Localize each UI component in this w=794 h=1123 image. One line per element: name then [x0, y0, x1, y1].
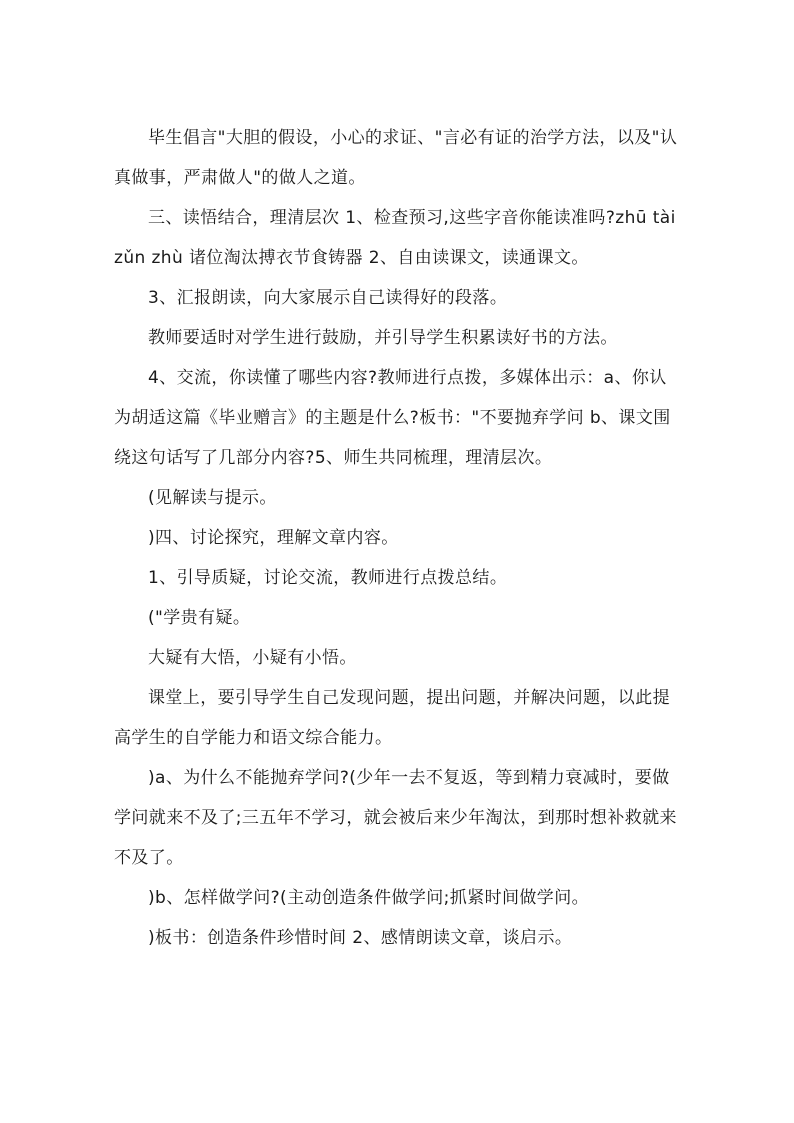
paragraph: )板书：创造条件珍惜时间 2、感情朗读文章，谈启示。	[148, 928, 573, 948]
paragraph: )b、怎样做学问?(主动创造条件做学问;抓紧时间做学问。	[148, 888, 590, 908]
paragraph: )a、为什么不能抛弃学问?(少年一去不复返，等到精力衰减时，要做学问就来不及了;三五年不学习，就会被后来少年淘汰，到那时想补救就来不及了。	[114, 768, 677, 868]
paragraph: 3、汇报朗读，向大家展示自己读得好的段落。	[148, 288, 508, 308]
paragraph: 1、引导质疑，讨论交流，教师进行点拨总结。	[148, 568, 508, 588]
paragraph: 4、交流，你读懂了哪些内容?教师进行点拨，多媒体出示：a、你认为胡适这篇《毕业赠言》的主题是什么?板书："不要抛弃学问 b、课文围绕这句话写了几部分内容?5、师生共同梳理，理清层次。	[114, 368, 671, 468]
paragraph: 毕生倡言"大胆的假设，小心的求证、"言必有证的治学方法，以及"认真做事，严肃做人"的做人之道。	[114, 128, 678, 188]
paragraph: 教师要适时对学生进行鼓励，并引导学生积累读好书的方法。	[148, 328, 618, 348]
paragraph: 课堂上，要引导学生自己发现问题，提出问题，并解决问题，以此提高学生的自学能力和语文综合能力。	[114, 688, 670, 748]
paragraph: ("学贵有疑。	[148, 608, 251, 628]
paragraph: 三、读悟结合，理清层次 1、检查预习,这些字音你能读准吗?zhū tài zǔn zhù 诸位淘汰搏衣节食铸器 2、自由读课文，读通课文。	[114, 208, 676, 268]
paragraph: 大疑有大悟，小疑有小悟。	[148, 648, 357, 668]
document-body	[114, 118, 684, 958]
paragraph: )四、讨论探究，理解文章内容。	[148, 528, 399, 548]
paragraph: (见解读与提示。	[148, 488, 277, 508]
